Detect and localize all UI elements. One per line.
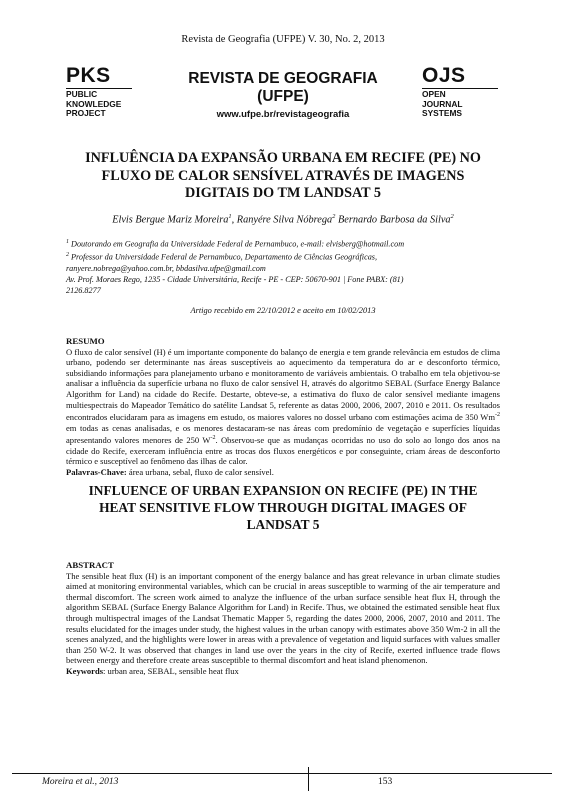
footer-rule — [12, 773, 552, 774]
resumo-text-part: O fluxo de calor sensível (H) é um importante componente do balanço de energia e tem grande relevância em estudos de clima urbano, podendo ser determinante nas áreas susceptíveis ao aquecimento da temperatura do ar e desconforto térmico, subsidiando informações para planejamento urbano e monitoramento de variáveis ambientais. O trabalho em tela objetivou-se analisar a influência da superfície urbana no fluxo de calor sensível H, através do algoritmo SEBAL (Surface Energy Balance Algorithm for Land) na cidade do Recife. Destarte, obteve-se, a estimativa do fluxo de calor sensível mediante imagens multiespectrais do Mapeador Temático do satélite Landsat 5, referente as datas 2000, 2006, 2007, 2010 e 2011. Os resultados encontrados elucidaram para as imagens em estudo, os maiores valores no dossel urbano com estimações acima de 350 Wm — [66, 346, 500, 422]
title-line: LANDSAT 5 — [246, 516, 320, 532]
resumo-text-part: em todas as cenas analisadas, e os menores destacaram-se nas áreas com predomínio de vegetação e superfícies líquidas apresentando valores menores de 250 W — [66, 422, 500, 446]
article-title-pt — [66, 150, 500, 203]
resumo-superscript: -2 — [495, 412, 500, 419]
ojs-logo-line: OPEN — [422, 89, 446, 99]
abstract-text: The sensible heat flux (H) is an important component of the energy balance and has great relevance in urban climate studies aimed at monitoring environmental variables, which can be crucial in areas susceptible to warming of the air temperature and thermal discomfort. The screen work aimed to analyze the influence of the urban surface sensible heat flux H, through the algorithm SEBAL (Surface Energy Balance Algorithm for Land) in Recife. Thus, we obtained the estimated sensible heat flux through multispectral images of the Landsat Thematic Mapper 5, regarding the dates 2000, 2006, 2007, 2010 and 2011. The results elucidated for the images under study, the highest values in the urban canopy with estimates above 350 Wm-2 in all the scenes analyzed, and the highlights were lower in areas with a prevalence of vegetation and liquid surfaces with values smaller than 250 W-2. It was observed that changes in land use over the years in the city of Recife, exerted influence trade flows between energy and therefore create areas susceptible to thermal discomfort and heat island phenomenon. — [66, 570, 500, 666]
author-name: Bernardo Barbosa da Silva — [337, 214, 451, 226]
footer-divider — [308, 767, 309, 791]
article-title-en — [66, 483, 500, 533]
received-dates: Artigo recebido em 22/10/2012 e aceito em 10/02/2013 — [190, 306, 376, 315]
footer-citation: Moreira et al., 2013 — [42, 777, 119, 787]
keywords-label: Keywords — [66, 665, 104, 676]
masthead-subtitle: (UFPE) — [257, 88, 309, 105]
pks-logo-line: PUBLIC — [66, 89, 98, 99]
keywords-text: : urban area, SEBAL, sensible heat flux — [103, 665, 239, 676]
resumo-section — [66, 336, 500, 477]
journal-masthead — [150, 70, 416, 120]
pks-logo — [66, 66, 132, 119]
page-number: 153 — [378, 777, 393, 787]
ojs-logo-title: OJS — [422, 64, 466, 87]
abstract-heading: ABSTRACT — [66, 560, 114, 570]
affiliation-sup: 1 — [66, 239, 69, 245]
affiliation-sup: 2 — [66, 251, 69, 258]
ojs-logo-line: SYSTEMS — [422, 108, 463, 119]
author-sup: 2 — [332, 213, 336, 220]
affiliation-1 — [66, 237, 500, 250]
affiliation-text: Doutorando em Geografia da Universidade Federal de Pernambuco, e-mail: elvisberg@hotmail.com — [71, 239, 405, 249]
affiliation-line: ranyere.nobrega@yahoo.com.br, bbdasilva.ufpe@gmail.com — [66, 263, 266, 273]
affiliation-line: Av. Prof. Moraes Rego, 1235 - Cidade Universitária, Recife - PE - CEP: 50670-901 | Fone PABX: (81) — [66, 275, 404, 285]
affiliations — [66, 237, 500, 296]
affiliation-text: Professor da Universidade Federal de Pernambuco, Departamento de Ciências Geográficas, — [71, 252, 378, 262]
palavras-chave-label: Palavras-Chave: — [66, 466, 127, 477]
title-line: INFLUENCE OF URBAN EXPANSION ON RECIFE (PE) IN THE — [88, 483, 478, 498]
title-line: INFLUÊNCIA DA EXPANSÃO URBANA EM RECIFE (PE) NO — [85, 150, 481, 166]
author-separator: , — [231, 214, 237, 226]
pks-logo-line: PROJECT — [66, 108, 106, 119]
ojs-logo-line: JOURNAL — [422, 98, 463, 109]
title-line: HEAT SENSITIVE FLOW THROUGH DIGITAL IMAGES OF — [99, 499, 467, 515]
affiliation-line: 2126.8277 — [66, 286, 101, 296]
author-list — [66, 213, 500, 225]
resumo-superscript: -2 — [210, 435, 216, 442]
title-line: FLUXO DE CALOR SENSÍVEL ATRAVÉS DE IMAGENS — [101, 167, 465, 184]
pks-logo-line: KNOWLEDGE — [66, 98, 122, 109]
palavras-chave-text: área urbana, sebal, fluxo de calor sensível. — [126, 466, 274, 477]
abstract-section — [66, 560, 500, 677]
journal-header: Revista de Geografia (UFPE) V. 30, No. 2, 2013 — [181, 34, 385, 45]
resumo-heading: RESUMO — [66, 336, 105, 346]
palavras-chave — [66, 467, 500, 478]
ojs-logo — [422, 66, 498, 119]
author-name: Ranyére Silva Nóbrega — [236, 214, 333, 226]
masthead-title: REVISTA DE GEOGRAFIA — [188, 70, 378, 87]
title-line: DIGITAIS DO TM LANDSAT 5 — [184, 185, 382, 201]
affiliation-2 — [66, 250, 500, 263]
author-sup: 1 — [228, 213, 232, 220]
author-name: Elvis Bergue Mariz Moreira — [112, 214, 229, 226]
keywords — [66, 666, 500, 677]
pks-logo-title: PKS — [66, 64, 111, 87]
masthead-url: www.ufpe.br/revistageografia — [216, 109, 350, 120]
resumo-text-part: . Observou-se que as mudanças ocorridas no uso do solo ao longo dos anos na cidade do Recife, exerceram influência entre as trocas dos fluxos energéticos e por conseguinte, criam áreas de desconforto térmico e susceptível ao fenômeno das ilhas de calor. — [66, 435, 500, 467]
resumo-text — [66, 347, 500, 467]
author-sup: 2 — [450, 213, 454, 220]
